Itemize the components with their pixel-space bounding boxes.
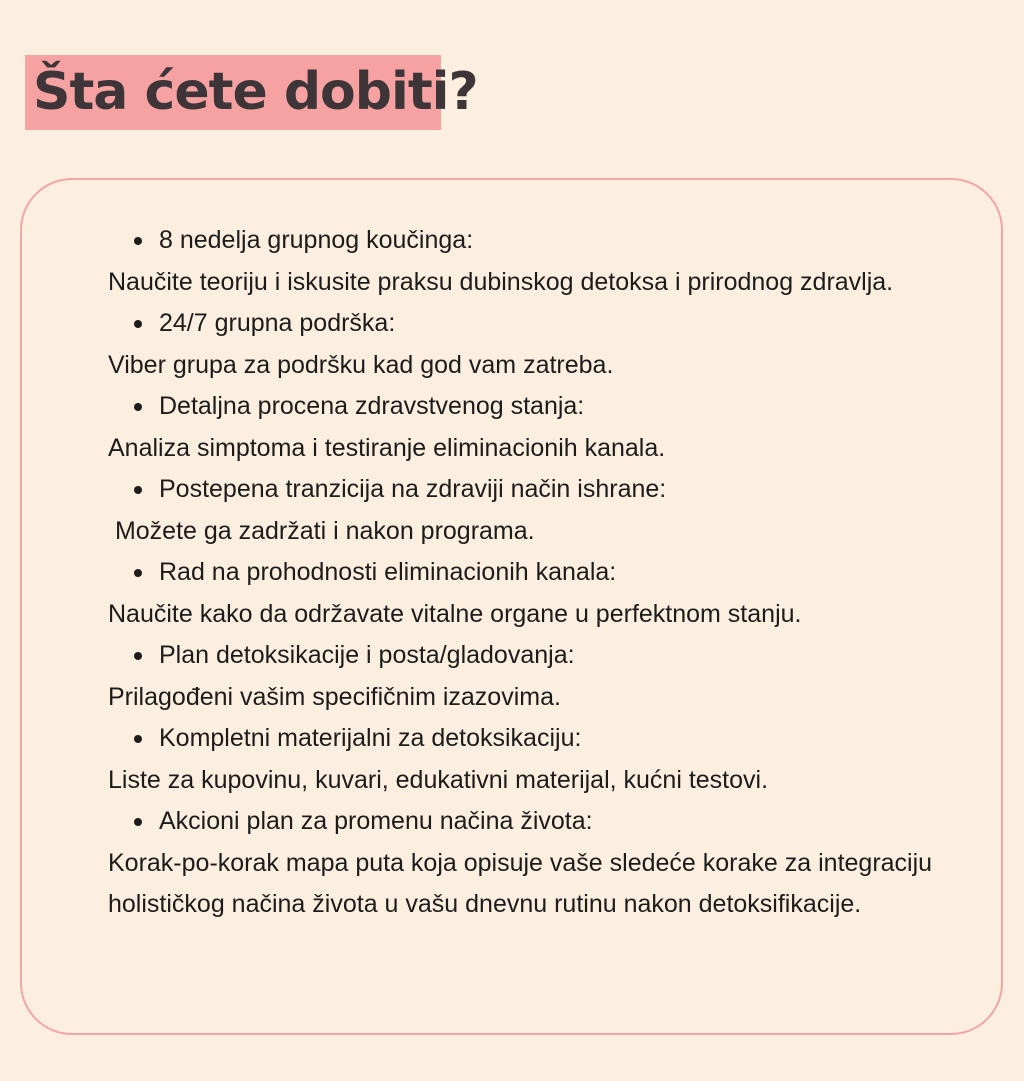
item-description: Liste za kupovinu, kuvari, edukativni materijal, kućni testovi.: [108, 765, 769, 794]
list-item-title: [108, 303, 988, 345]
item-title: Detaljna procena zdravstvenog stanja:: [159, 392, 585, 420]
item-description: Analiza simptoma i testiranje eliminacionih kanala.: [108, 433, 666, 462]
bullet-icon: [134, 818, 142, 826]
bullet-icon: [134, 486, 142, 494]
bullet-icon: [134, 403, 142, 411]
list-item-title: [108, 801, 988, 843]
item-title: Plan detoksikacije i posta/gladovanja:: [159, 641, 575, 669]
list-item-title: [108, 718, 988, 760]
bullet-icon: [134, 569, 142, 577]
item-description: Naučite teoriju i iskusite praksu dubinskog detoksa i prirodnog zdravlja.: [108, 267, 894, 296]
benefits-list: [108, 220, 988, 926]
list-item-title: [108, 469, 988, 511]
list-item-title: [108, 635, 988, 677]
item-description: Korak-po-korak mapa puta koja opisuje vaše sledeće korake za integraciju holističkog načina života u vašu dnevnu rutinu nakon detoksifikacije.: [108, 848, 933, 918]
list-item-title: [108, 220, 988, 262]
item-title: Kompletni materijalni za detoksikaciju:: [159, 724, 582, 752]
item-description: Prilagođeni vašim specifičnim izazovima.: [108, 682, 561, 711]
item-title: Rad na prohodnosti eliminacionih kanala:: [159, 558, 617, 586]
bullet-icon: [134, 320, 142, 328]
list-item-title: [108, 386, 988, 428]
item-title: Postepena tranzicija na zdraviji način ishrane:: [159, 475, 667, 503]
bullet-icon: [134, 652, 142, 660]
bullet-icon: [134, 237, 142, 245]
item-title: Akcioni plan za promenu načina života:: [159, 807, 593, 835]
item-description: Možete ga zadržati i nakon programa.: [108, 516, 535, 545]
list-item-title: [108, 552, 988, 594]
item-title: 8 nedelja grupnog koučinga:: [159, 226, 474, 254]
item-description: Viber grupa za podršku kad god vam zatreba.: [108, 350, 614, 379]
item-description: Naučite kako da održavate vitalne organe u perfektnom stanju.: [108, 599, 802, 628]
item-title: 24/7 grupna podrška:: [159, 309, 396, 337]
page-title: Šta ćete dobiti?: [33, 62, 478, 122]
bullet-icon: [134, 735, 142, 743]
